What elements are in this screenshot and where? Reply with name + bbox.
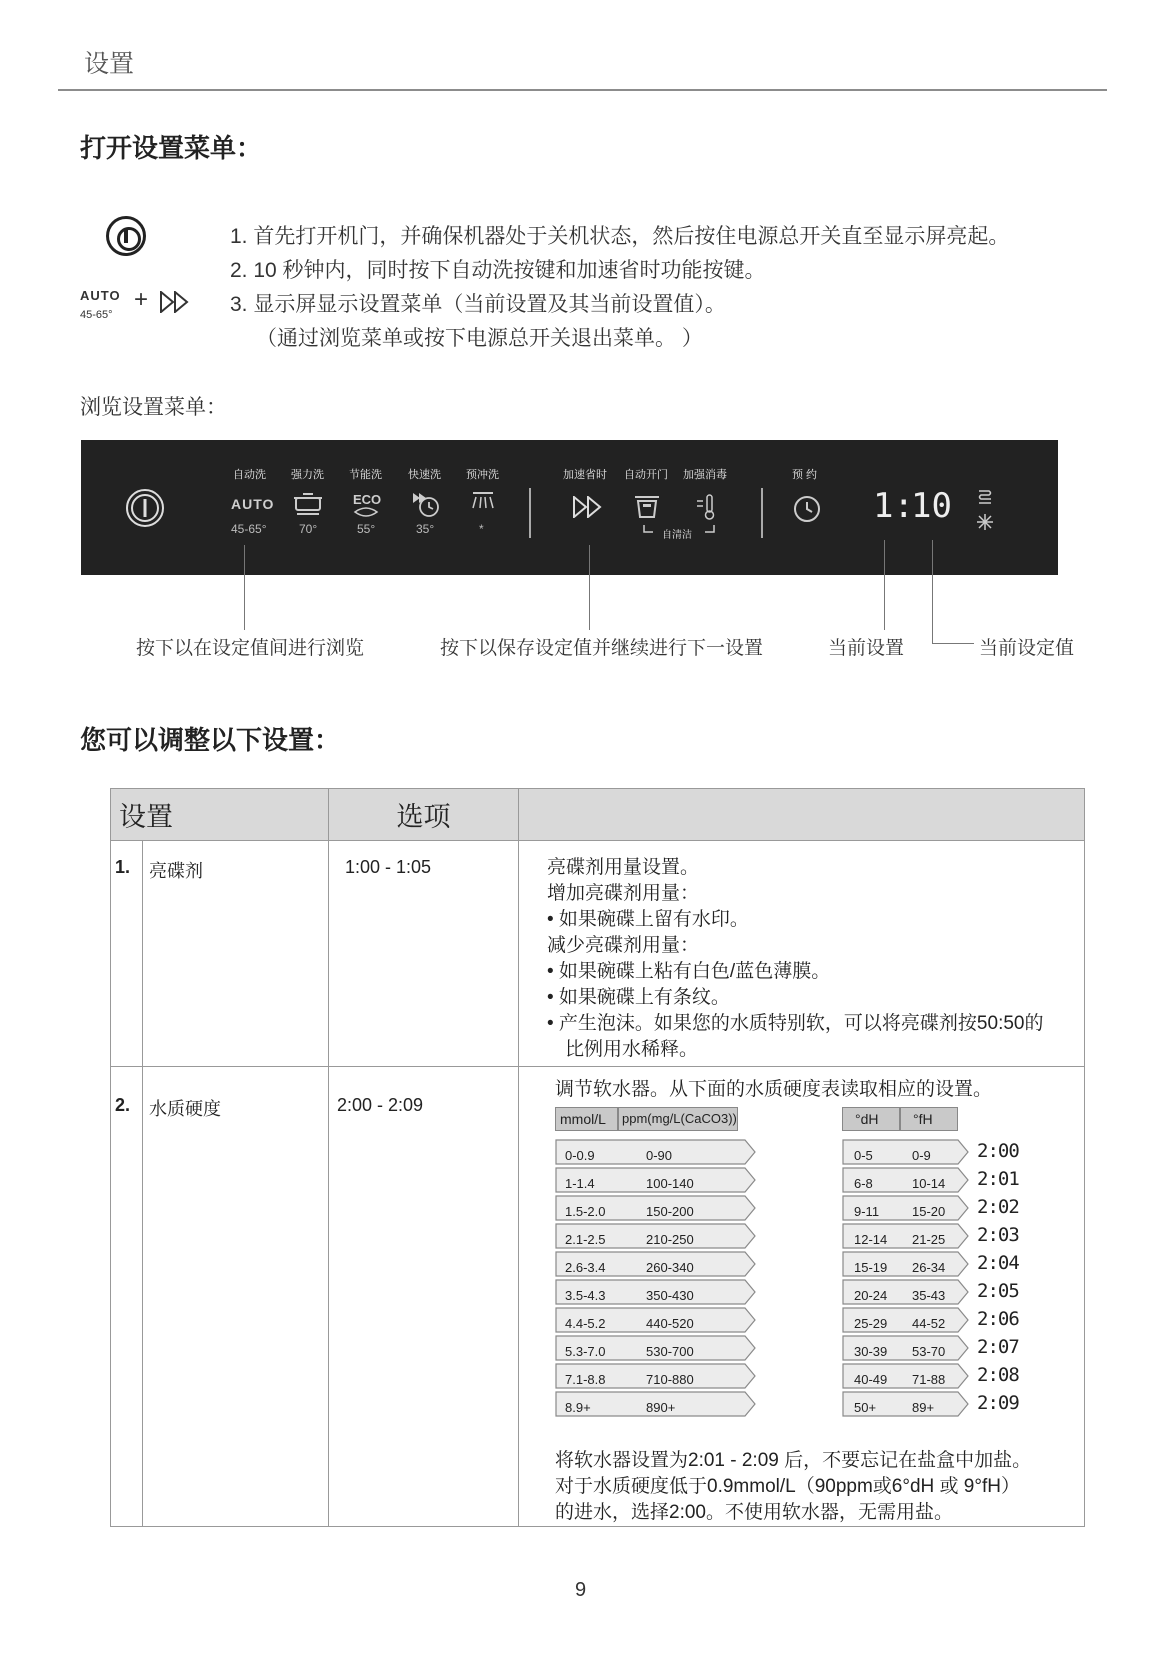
- hardness-row-degree: [842, 1167, 972, 1191]
- hardness-setting-code: 2:08: [977, 1364, 1019, 1386]
- page-header-title: 设置: [84, 50, 135, 78]
- hardness-ppm: 890+: [646, 1400, 676, 1415]
- callout-current-value: 当前设定值: [979, 638, 1075, 659]
- header-setting: 设置: [111, 789, 329, 841]
- program-label-eco: 节能洗: [349, 469, 382, 481]
- program-temp-eco: 55°: [357, 522, 376, 536]
- panel-divider: [761, 488, 763, 538]
- hardness-setting-code: 2:09: [977, 1392, 1019, 1414]
- hardness-row-metric: [555, 1335, 760, 1359]
- hardness-header-fh: °fH: [900, 1107, 958, 1131]
- eco-program-button[interactable]: ECO: [353, 492, 382, 507]
- table-row: [111, 1067, 1085, 1527]
- hardness-row-metric: [555, 1307, 760, 1331]
- row-name: 亮碟剂: [143, 841, 329, 1067]
- header-options: 选项: [329, 789, 519, 841]
- callout-current-setting: 当前设置: [828, 638, 905, 659]
- quick-wash-icon[interactable]: [411, 490, 441, 520]
- step-note: （通过浏览菜单或按下电源总开关退出菜单。 ）: [256, 327, 703, 350]
- program-temp-auto: 45-65°: [231, 522, 267, 536]
- callout-save-next: 按下以保存设定值并继续进行下一设置: [440, 638, 764, 659]
- eco-leaf-icon: [353, 506, 379, 518]
- hardness-row-degree: [842, 1335, 972, 1359]
- program-label-intensive: 强力洗: [291, 469, 324, 481]
- note-line: 的进水，选择2:00。不使用软水器，无需用盐。: [555, 1502, 953, 1523]
- hardness-setting-code: 2:01: [977, 1168, 1019, 1190]
- adjust-heading: 您可以调整以下设置：: [80, 725, 341, 755]
- hardness-row-metric: [555, 1279, 760, 1303]
- hardness-ppm: 440-520: [646, 1316, 694, 1331]
- hardness-row-metric: [555, 1223, 760, 1247]
- program-temp-quick: 35°: [416, 522, 435, 536]
- hardness-fh: 0-9: [912, 1148, 931, 1163]
- hardness-row-degree: [842, 1363, 972, 1387]
- hardness-row-metric: [555, 1167, 760, 1191]
- hardness-row-degree: [842, 1279, 972, 1303]
- hardness-row-metric: [555, 1363, 760, 1387]
- callout-browse-values: 按下以在设定值间进行浏览: [136, 638, 365, 659]
- hardness-row-metric: [555, 1391, 760, 1415]
- hardness-fh: 44-52: [912, 1316, 946, 1331]
- row-options: 2:00 - 2:09: [329, 1067, 519, 1527]
- hardness-mmol: 2.6-3.4: [565, 1260, 606, 1275]
- step-item: 1. 首先打开机门，并确保机器处于关机状态，然后按住电源总开关直至显示屏亮起。: [230, 225, 1010, 248]
- power-icon: [106, 216, 146, 256]
- hardness-mmol: 0-0.9: [565, 1148, 595, 1163]
- panel-power-icon[interactable]: [125, 488, 165, 528]
- desc-bullet: • 如果碗碟上留有水印。: [547, 909, 749, 930]
- hardness-row-metric: [555, 1251, 760, 1275]
- program-temp-prewash: *: [479, 522, 484, 536]
- function-label-autodoor: 自动开门: [624, 469, 668, 481]
- hardness-mmol: 4.4-5.2: [565, 1316, 606, 1331]
- hardness-setting-code: 2:03: [977, 1224, 1019, 1246]
- hardness-notes: [555, 1448, 1084, 1526]
- hardness-setting-code: 2:07: [977, 1336, 1019, 1358]
- pot-icon[interactable]: [293, 490, 323, 518]
- hardness-ppm: 710-880: [646, 1372, 694, 1387]
- hardness-ppm: 530-700: [646, 1344, 694, 1359]
- hardness-fh: 89+: [912, 1400, 935, 1415]
- hardness-fh: 53-70: [912, 1344, 946, 1359]
- table-row: [111, 841, 1085, 1067]
- note-line: 对于水质硬度低于0.9mmol/L（90ppm或6°dH 或 9°fH）: [555, 1476, 1020, 1497]
- hardness-row-degree: [842, 1251, 972, 1275]
- speed-fast-forward-icon[interactable]: [573, 496, 603, 518]
- hardness-dh: 9-11: [854, 1204, 880, 1219]
- rinse-aid-indicator-icon: [975, 512, 995, 532]
- hardness-row-degree: [842, 1307, 972, 1331]
- header-description: [519, 789, 1085, 841]
- desc-line: 亮碟剂用量设置。: [547, 857, 700, 878]
- hardness-setting-code: 2:05: [977, 1280, 1019, 1302]
- hardness-fh: 10-14: [912, 1176, 946, 1191]
- leader-line: [932, 540, 933, 644]
- hardness-mmol: 5.3-7.0: [565, 1344, 606, 1359]
- hardness-dh: 40-49: [854, 1372, 888, 1387]
- leader-line: [244, 545, 245, 630]
- auto-door-icon[interactable]: [634, 494, 660, 520]
- hardness-mmol: 1.5-2.0: [565, 1204, 606, 1219]
- function-label-speed: 加速省时: [563, 469, 607, 481]
- step-item: 2. 10 秒钟内，同时按下自动洗按键和加速省时功能按键。: [230, 259, 766, 282]
- row-description: [519, 1067, 1085, 1527]
- hardness-fh: 26-34: [912, 1260, 946, 1275]
- hardness-dh: 15-19: [854, 1260, 888, 1275]
- desc-bullet: • 产生泡沫。如果您的水质特别软，可以将亮碟剂按50:50的: [547, 1013, 1044, 1034]
- program-temp-intensive: 70°: [299, 522, 318, 536]
- hardness-ppm: 0-90: [646, 1148, 673, 1163]
- hardness-dh: 20-24: [854, 1288, 888, 1303]
- hardness-mmol: 1-1.4: [565, 1176, 595, 1191]
- hardness-ppm: 150-200: [646, 1204, 694, 1219]
- auto-program-temp: 45-65°: [80, 309, 113, 321]
- display-current-value: 10: [911, 486, 952, 526]
- hardness-row-metric: [555, 1195, 760, 1219]
- desc-bullet: • 如果碗碟上有条纹。: [547, 987, 730, 1008]
- hardness-fh: 71-88: [912, 1372, 946, 1387]
- hardness-header-ppm: ppm(mg/L(CaCO3)): [618, 1107, 738, 1131]
- program-label-quick: 快速洗: [408, 469, 441, 481]
- hardness-table: [555, 1103, 1084, 1448]
- hardness-dh: 12-14: [854, 1232, 888, 1247]
- desc-bullet: • 如果碗碟上粘有白色/蓝色薄膜。: [547, 961, 831, 982]
- hardness-ppm: 100-140: [646, 1176, 694, 1191]
- hardness-setting-code: 2:00: [977, 1140, 1019, 1162]
- hardness-dh: 25-29: [854, 1316, 888, 1331]
- hardness-row-metric: [555, 1139, 760, 1163]
- row-description: [519, 841, 1085, 1067]
- row-number: 1.: [111, 841, 143, 1067]
- hardness-row-degree: [842, 1139, 972, 1163]
- hardness-intro: 调节软水器。从下面的水质硬度表读取相应的设置。: [555, 1079, 993, 1100]
- hardness-ppm: 260-340: [646, 1260, 694, 1275]
- control-panel: [81, 440, 1058, 575]
- desc-line: 增加亮碟剂用量：: [547, 883, 700, 904]
- delay-clock-icon[interactable]: [792, 494, 822, 524]
- hardness-row-degree: [842, 1223, 972, 1247]
- hardness-dh: 0-5: [854, 1148, 873, 1163]
- function-label-sanitize: 加强消毒: [683, 469, 727, 481]
- browse-menu-title: 浏览设置菜单：: [80, 396, 227, 419]
- step-item: 3. 显示屏显示设置菜单（当前设置及其当前设置值）。: [230, 293, 726, 316]
- header-divider: [58, 89, 1107, 91]
- hardness-row-degree: [842, 1195, 972, 1219]
- hardness-dh: 6-8: [854, 1176, 873, 1191]
- row-name: 水质硬度: [143, 1067, 329, 1527]
- hardness-ppm: 350-430: [646, 1288, 694, 1303]
- hardness-dh: 50+: [854, 1400, 877, 1415]
- plus-sign: +: [134, 286, 149, 313]
- desc-line: 比例用水稀释。: [565, 1039, 699, 1060]
- hardness-dh: 30-39: [854, 1344, 888, 1359]
- hardness-setting-code: 2:04: [977, 1252, 1019, 1274]
- hardness-mmol: 3.5-4.3: [565, 1288, 606, 1303]
- leader-line: [932, 643, 974, 644]
- hardness-mmol: 7.1-8.8: [565, 1372, 606, 1387]
- hardness-row-degree: [842, 1391, 972, 1415]
- hardness-fh: 35-43: [912, 1288, 946, 1303]
- leader-line: [884, 540, 885, 630]
- display-current-setting: 1:: [873, 486, 914, 526]
- row-number: 2.: [111, 1067, 143, 1527]
- open-menu-heading: 打开设置菜单：: [80, 133, 263, 163]
- hardness-ppm: 210-250: [646, 1232, 694, 1247]
- auto-program-button[interactable]: AUTO: [231, 496, 275, 512]
- program-label-auto: 自动洗: [233, 469, 266, 481]
- hardness-header-dh: °dH: [842, 1107, 900, 1131]
- hardness-header-mmol: mmol/L: [555, 1107, 618, 1131]
- hardness-mmol: 2.1-2.5: [565, 1232, 606, 1247]
- hardness-mmol: 8.9+: [565, 1400, 591, 1415]
- delay-label: 预 约: [792, 469, 818, 481]
- leader-line: [589, 545, 590, 630]
- thermometer-icon[interactable]: [695, 492, 719, 522]
- panel-divider: [529, 488, 531, 538]
- salt-indicator-icon: [975, 488, 995, 506]
- hardness-setting-code: 2:06: [977, 1308, 1019, 1330]
- shower-icon[interactable]: [469, 490, 497, 514]
- row-options: 1:00 - 1:05: [329, 841, 519, 1067]
- desc-line: 减少亮碟剂用量：: [547, 935, 700, 956]
- fast-forward-icon: [160, 291, 190, 313]
- hardness-fh: 15-20: [912, 1204, 946, 1219]
- auto-program-label: AUTO: [80, 288, 121, 303]
- page-number: 9: [575, 1579, 587, 1601]
- hardness-setting-code: 2:02: [977, 1196, 1019, 1218]
- open-menu-steps: [230, 220, 1009, 356]
- hardness-fh: 21-25: [912, 1232, 946, 1247]
- settings-table: [110, 788, 1085, 1527]
- note-line: 将软水器设置为2:01 - 2:09 后，不要忘记在盐盒中加盐。: [555, 1450, 1032, 1471]
- program-label-prewash: 预冲洗: [466, 469, 499, 481]
- self-clean-label: 自清洁: [662, 530, 692, 541]
